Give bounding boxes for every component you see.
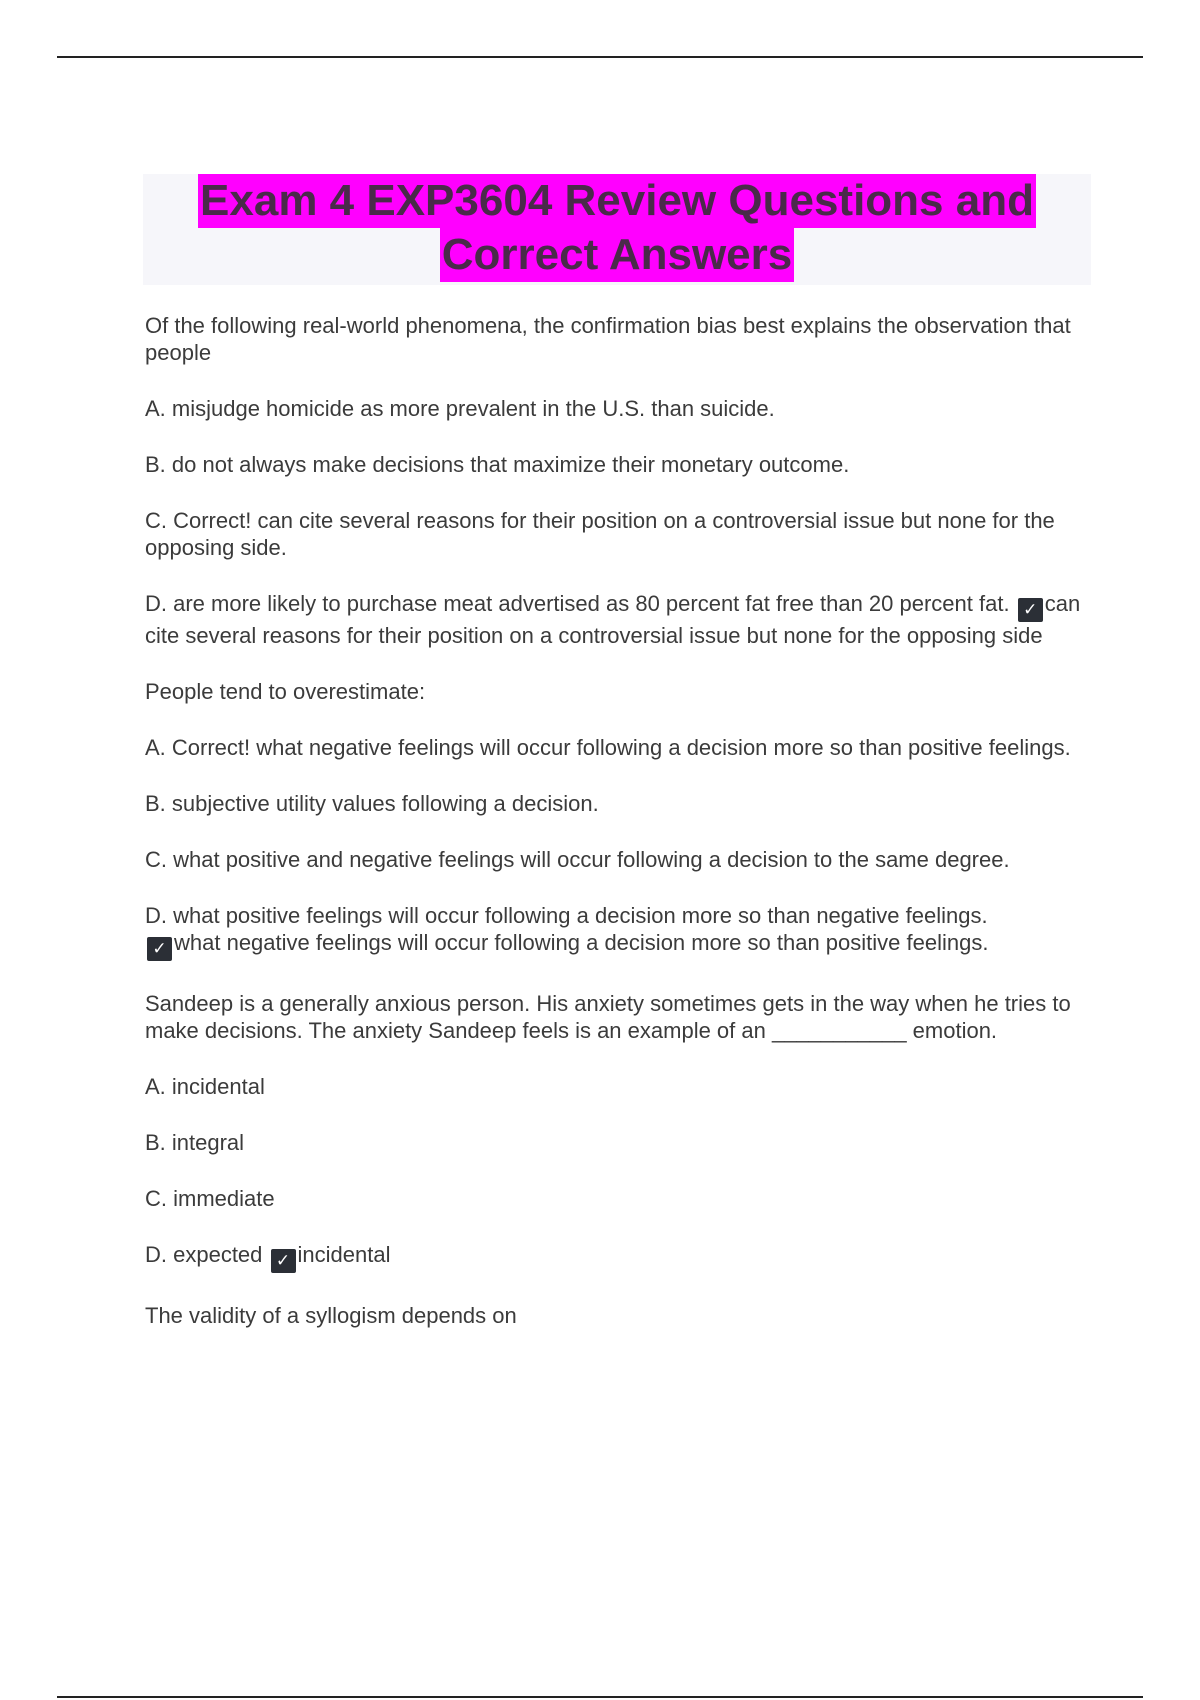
question-1-answer: can cite several reasons for their position on a controversial issue but none for the opposing side	[145, 591, 1081, 648]
question-2-answer: what negative feelings will occur following a decision more so than positive feelings.	[174, 930, 989, 955]
checkmark-icon: ✓	[271, 1249, 296, 1273]
question-1-option-d: D. are more likely to purchase meat advertised as 80 percent fat free than 20 percent fat.	[145, 591, 1010, 616]
question-2-option-b: B. subjective utility values following a decision.	[145, 791, 599, 816]
question-3-answer: incidental	[297, 1242, 391, 1267]
question-3-option-d: D. expected	[145, 1242, 263, 1267]
question-1-option-d-with-answer	[145, 590, 1085, 649]
page-title-line-2: Correct Answers	[440, 228, 795, 282]
question-3-option-a: A. incidental	[145, 1074, 265, 1099]
bottom-rule	[57, 1696, 1143, 1698]
question-2-option-a: A. Correct! what negative feelings will occur following a decision more so than positive feelings.	[145, 735, 1071, 760]
question-2-prompt: People tend to overestimate:	[145, 679, 426, 704]
question-4-prompt: The validity of a syllogism depends on	[145, 1303, 517, 1328]
checkmark-icon: ✓	[1018, 598, 1043, 622]
question-3-option-b: B. integral	[145, 1130, 245, 1155]
question-1-option-a: A. misjudge homicide as more prevalent in the U.S. than suicide.	[145, 396, 775, 421]
question-1-option-c: C. Correct! can cite several reasons for their position on a controversial issue but none for the opposing side.	[145, 508, 1055, 560]
question-2-option-d: D. what positive feelings will occur following a decision more so than negative feelings.	[145, 903, 988, 928]
question-1-option-b: B. do not always make decisions that maximize their monetary outcome.	[145, 452, 850, 477]
question-3-option-c: C. immediate	[145, 1186, 275, 1211]
question-3-option-d-with-answer	[145, 1241, 1085, 1273]
title-band	[143, 174, 1091, 285]
checkmark-icon: ✓	[147, 937, 172, 961]
question-2-option-c: C. what positive and negative feelings will occur following a decision to the same degree.	[145, 847, 1010, 872]
page-title-line-1: Exam 4 EXP3604 Review Questions and	[198, 174, 1036, 228]
question-2-option-d-with-answer	[145, 902, 1085, 961]
document-body	[145, 312, 1085, 1358]
question-1-prompt: Of the following real-world phenomena, the confirmation bias best explains the observation that people	[145, 313, 1071, 365]
top-rule	[57, 56, 1143, 58]
question-3-prompt: Sandeep is a generally anxious person. His anxiety sometimes gets in the way when he tries to make decisions. The anxiety Sandeep feels is an example of an ___________ emotion.	[145, 991, 1071, 1043]
